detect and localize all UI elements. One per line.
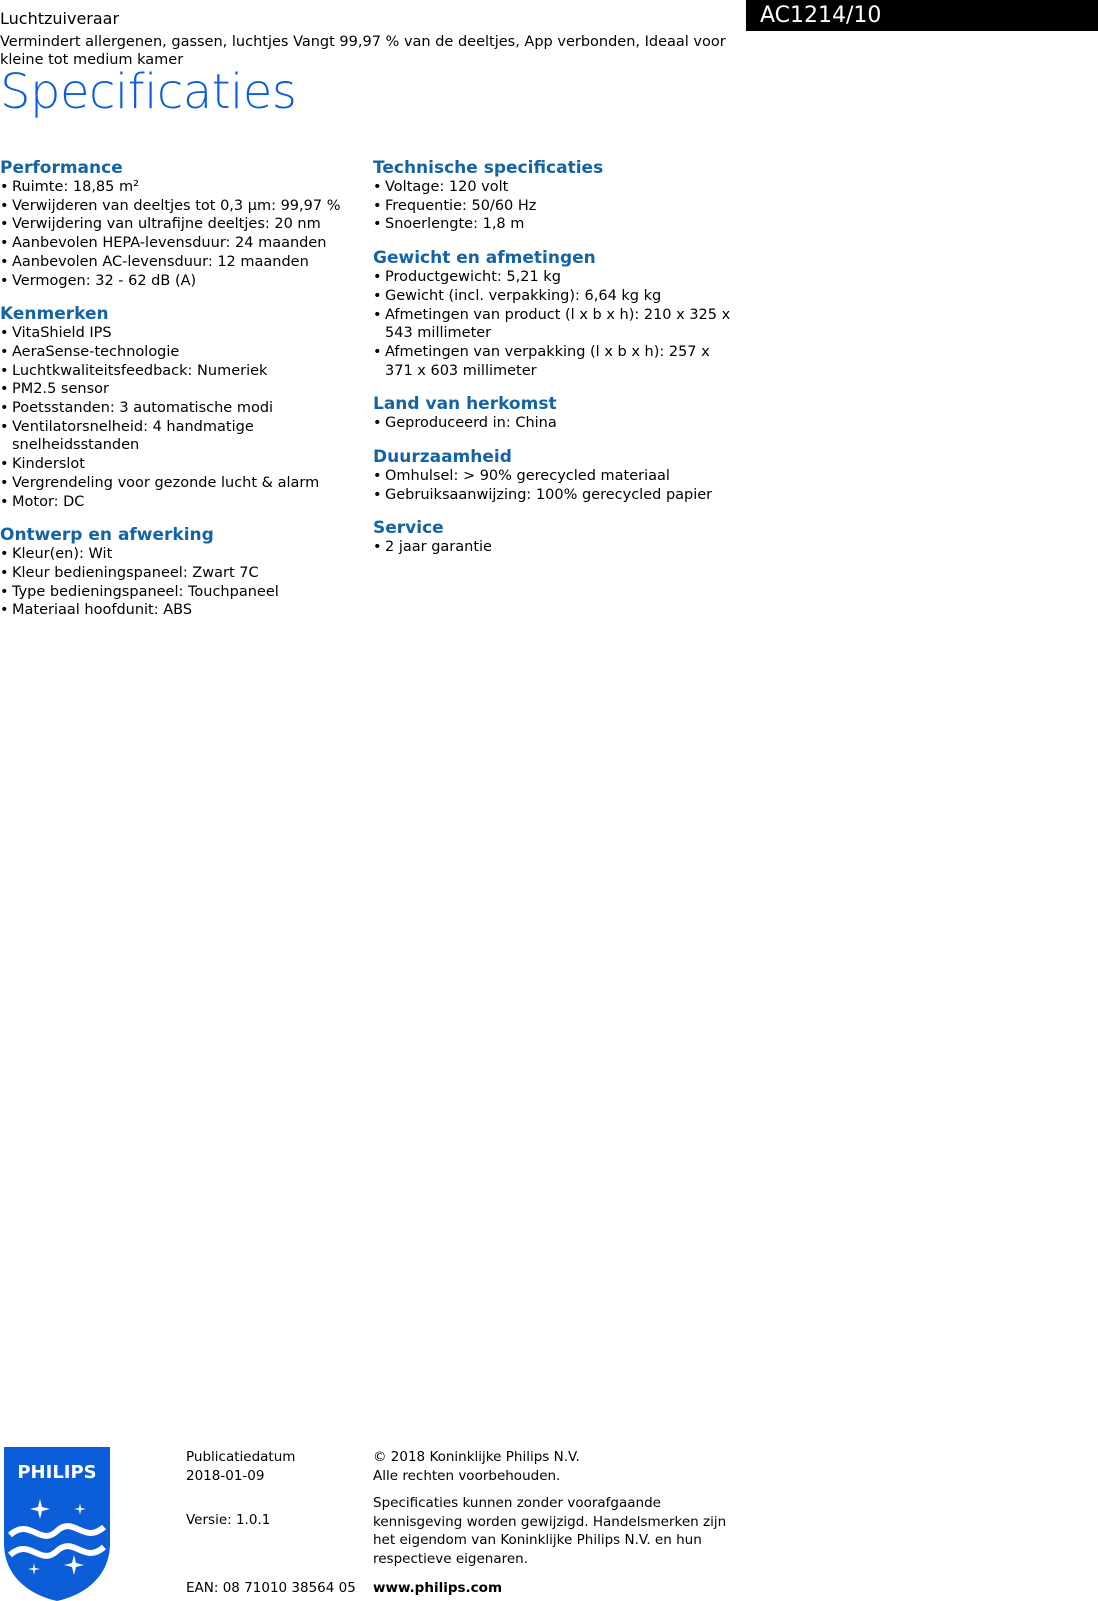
product-name: Luchtzuiveraar [0, 9, 120, 28]
list-item: • Kleur bedieningspaneel: Zwart 7C [0, 564, 360, 583]
website-link[interactable]: www.philips.com [373, 1580, 503, 1596]
spec-list [0, 178, 360, 290]
list-item: • Verwijdering van ultrafijne deeltjes: 20 nm [0, 215, 360, 234]
spec-list [373, 467, 733, 504]
list-item: • Type bedieningspaneel: Touchpaneel [0, 583, 360, 602]
spec-section [373, 518, 733, 557]
spec-list [0, 545, 360, 620]
section-heading: Gewicht en afmetingen [373, 248, 596, 269]
product-description: Vermindert allergenen, gassen, luchtjes Vangt 99,97 % van de deeltjes, App verbonden, Ideaal voor kleine tot medium kamer [0, 34, 726, 68]
rights-reserved: Alle rechten voorbehouden. [373, 1468, 561, 1484]
spec-section [0, 525, 360, 620]
list-item: • Motor: DC [0, 493, 360, 512]
spec-list [373, 414, 733, 433]
list-item: • Poetsstanden: 3 automatische modi [0, 399, 360, 418]
list-item: • Vergrendeling voor gezonde lucht & alarm [0, 474, 360, 493]
list-item: • Aanbevolen AC-levensduur: 12 maanden [0, 253, 360, 272]
version: Versie: 1.0.1 [186, 1512, 271, 1528]
list-item: • Omhulsel: > 90% gerecycled materiaal [373, 467, 733, 486]
list-item: • Kleur(en): Wit [0, 545, 360, 564]
ean-code: EAN: 08 71010 38564 05 [186, 1580, 356, 1596]
list-item: • Kinderslot [0, 455, 360, 474]
list-item: • Gewicht (incl. verpakking): 6,64 kg kg [373, 287, 733, 306]
page-title: Specificaties [0, 64, 297, 120]
publication-label: Publicatiedatum [186, 1449, 296, 1465]
list-item: • Geproduceerd in: China [373, 414, 733, 433]
section-heading: Land van herkomst [373, 394, 557, 415]
list-item: • Gebruiksaanwijzing: 100% gerecycled papier [373, 486, 733, 505]
copyright: © 2018 Koninklijke Philips N.V. [373, 1449, 580, 1465]
list-item: • Frequentie: 50/60 Hz [373, 197, 733, 216]
list-item: • Afmetingen van product (l x b x h): 210 x 325 x 543 millimeter [373, 306, 733, 343]
spec-list [373, 178, 733, 234]
spec-section [373, 158, 733, 234]
list-item: • Verwijderen van deeltjes tot 0,3 µm: 99,97 % [0, 197, 360, 216]
list-item: • Voltage: 120 volt [373, 178, 733, 197]
spec-section [373, 248, 733, 380]
spec-list [373, 268, 733, 380]
list-item: • PM2.5 sensor [0, 380, 360, 399]
section-heading: Service [373, 518, 444, 539]
spec-list [373, 538, 733, 557]
section-heading: Performance [0, 158, 123, 178]
spec-section [0, 158, 360, 290]
list-item: • Materiaal hoofdunit: ABS [0, 601, 360, 620]
list-item: • Productgewicht: 5,21 kg [373, 268, 733, 287]
disclaimer: Specificaties kunnen zonder voorafgaande kennisgeving worden gewijzigd. Handelsmerken zijn het eigendom van Koninklijke Philips N.V. en hun respectieve eigenaren. [373, 1495, 727, 1568]
spec-column-right [373, 158, 733, 571]
list-item: • Ventilatorsnelheid: 4 handmatige snelheidsstanden [0, 418, 360, 455]
list-item: • Luchtkwaliteitsfeedback: Numeriek [0, 362, 360, 381]
section-heading: Ontwerp en afwerking [0, 525, 214, 546]
model-badge: AC1214/10 [746, 0, 1098, 31]
spec-section [373, 394, 733, 433]
section-heading: Technische specificaties [373, 158, 604, 178]
spec-section [373, 447, 733, 504]
list-item: • Snoerlengte: 1,8 m [373, 215, 733, 234]
section-heading: Duurzaamheid [373, 447, 512, 468]
list-item: • Ruimte: 18,85 m² [0, 178, 360, 197]
list-item: • Vermogen: 32 - 62 dB (A) [0, 272, 360, 291]
list-item: • AeraSense-technologie [0, 343, 360, 362]
spec-list [0, 324, 360, 511]
publication-date: 2018-01-09 [186, 1468, 265, 1484]
list-item: • VitaShield IPS [0, 324, 360, 343]
section-heading: Kenmerken [0, 304, 109, 325]
list-item: • 2 jaar garantie [373, 538, 733, 557]
list-item: • Aanbevolen HEPA-levensduur: 24 maanden [0, 234, 360, 253]
philips-logo [0, 1447, 114, 1601]
spec-section [0, 304, 360, 511]
list-item: • Afmetingen van verpakking (l x b x h): 257 x 371 x 603 millimeter [373, 343, 733, 380]
spec-column-left [0, 158, 360, 634]
logo-wordmark: PHILIPS [17, 1462, 97, 1483]
